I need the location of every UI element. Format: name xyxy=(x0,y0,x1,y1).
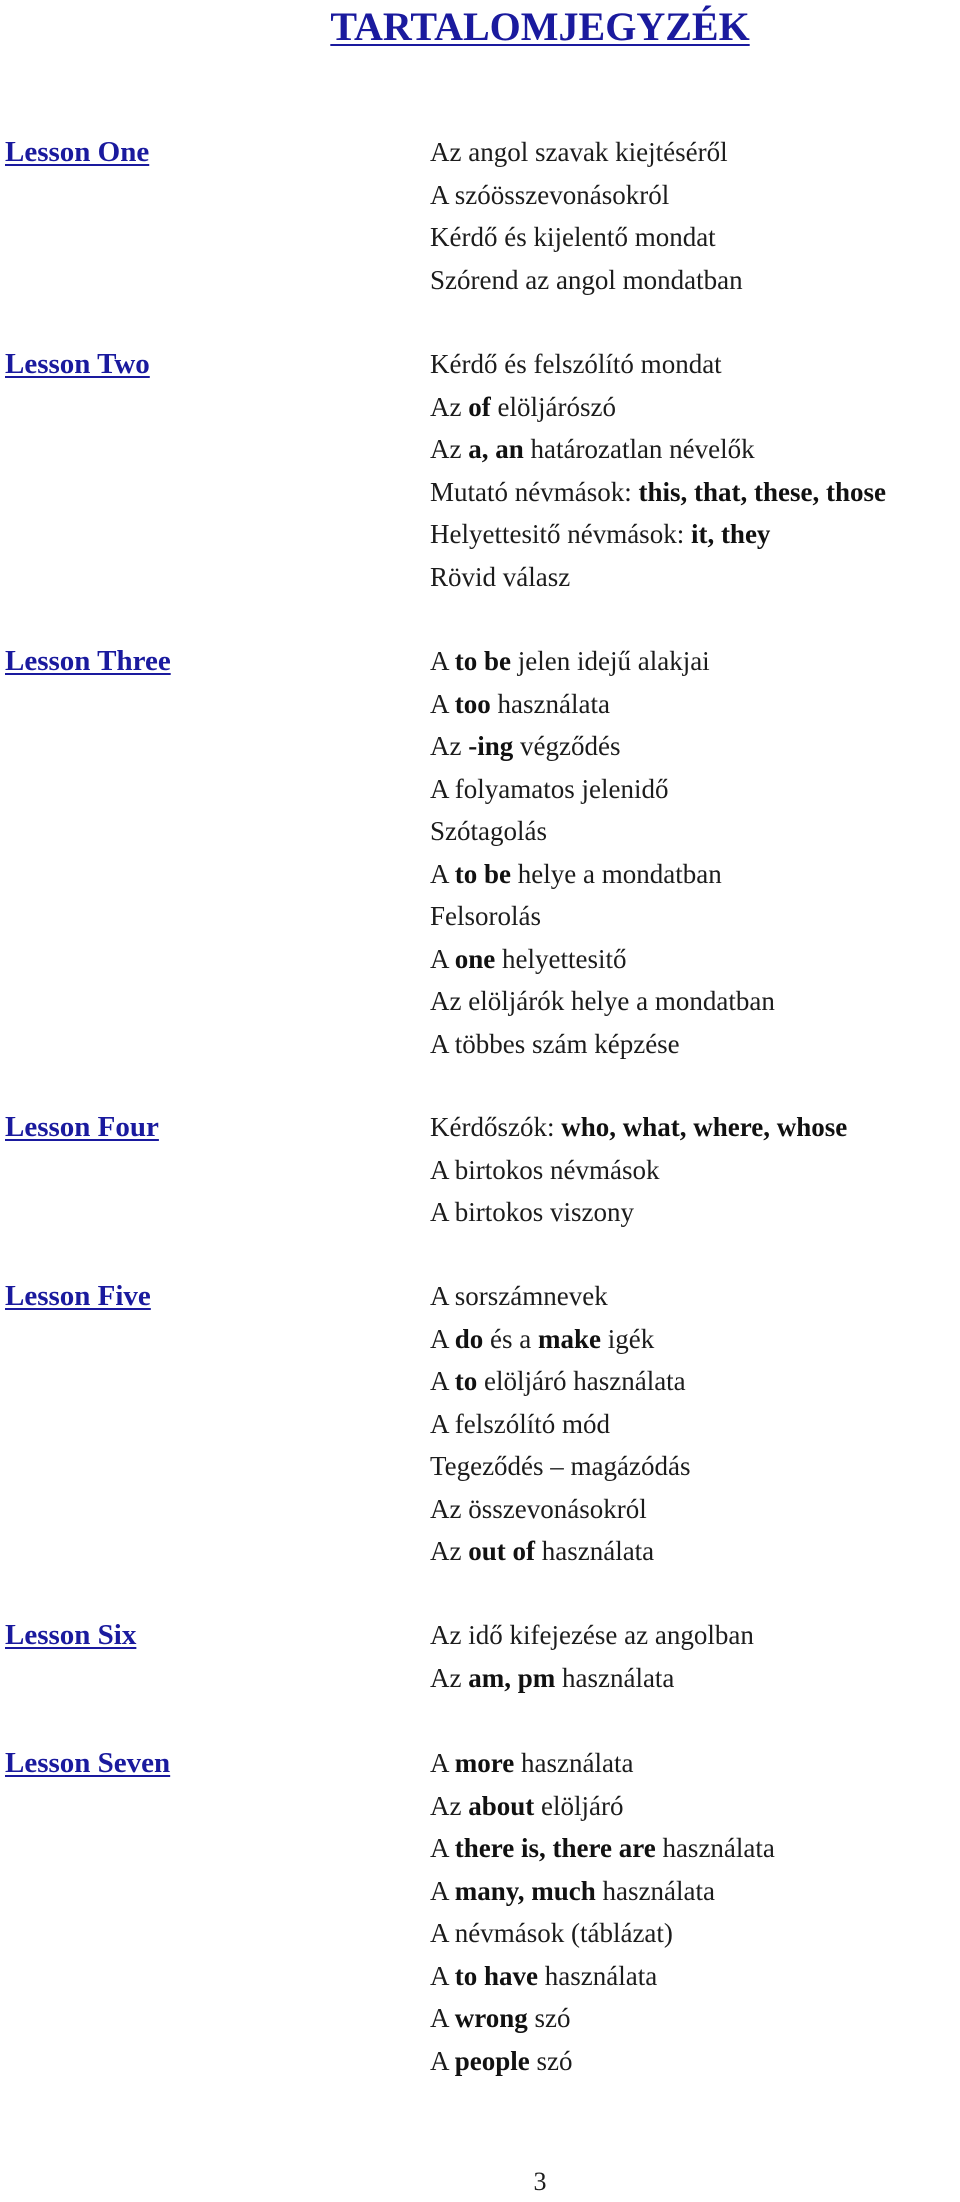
topic-item xyxy=(430,640,775,683)
topic-text: A birtokos névmások xyxy=(430,1154,660,1185)
topic-item xyxy=(430,174,743,217)
topic-text: elöljáró xyxy=(534,1790,624,1821)
topic-list xyxy=(430,131,743,301)
topic-item xyxy=(430,471,886,514)
topic-text: Mutató névmások: xyxy=(430,476,639,507)
topic-text: A birtokos viszony xyxy=(430,1197,635,1227)
topic-text: használata xyxy=(538,1960,658,1991)
topic-item xyxy=(430,810,775,853)
topic-item xyxy=(430,1530,691,1573)
topic-item xyxy=(430,513,886,556)
topic-text: jelen idejű alakjai xyxy=(511,646,710,676)
topic-item xyxy=(430,2040,775,2083)
topic-keyword: there is, there are xyxy=(454,1833,656,1863)
page-number: 3 xyxy=(533,2167,547,2196)
topic-item xyxy=(430,386,886,429)
topic-keyword: a, an xyxy=(468,434,524,464)
topic-text: Kérdő és kijelentő mondat xyxy=(430,222,716,252)
topic-text: Az xyxy=(430,391,469,422)
topic-item xyxy=(430,1023,775,1066)
topic-text: A xyxy=(430,1323,455,1354)
topic-list xyxy=(430,640,775,1065)
topic-item xyxy=(430,1403,691,1446)
topic-text: Az xyxy=(430,1790,469,1821)
topic-text: Szórend az angol mondatban xyxy=(430,264,743,295)
topic-item xyxy=(430,1870,775,1913)
topic-text: Kérdőszók: xyxy=(430,1112,562,1142)
topic-text: A xyxy=(430,646,455,676)
topic-text: A xyxy=(430,858,455,889)
topic-text: Helyettesitő névmások: xyxy=(430,519,691,549)
topic-item xyxy=(430,895,775,938)
topic-text: Szótagolás xyxy=(430,816,547,846)
topic-item xyxy=(430,1785,775,1828)
topic-item xyxy=(430,938,775,981)
topic-keyword: of xyxy=(468,391,491,422)
topic-text: Az xyxy=(430,434,469,464)
topic-item xyxy=(430,768,775,811)
topic-item xyxy=(430,259,743,302)
topic-text: használata xyxy=(655,1833,775,1863)
topic-text: A xyxy=(430,2003,455,2033)
topic-item xyxy=(430,1318,691,1361)
lesson-link[interactable]: Lesson Six xyxy=(5,1619,137,1651)
topic-text: Tegeződés – magázódás xyxy=(430,1451,691,1481)
topic-text: szó xyxy=(527,2003,571,2033)
topic-keyword: out of xyxy=(468,1536,535,1566)
topic-list xyxy=(430,1614,754,1699)
topic-item xyxy=(430,1955,775,1998)
topic-item xyxy=(430,725,775,768)
topic-keyword: to have xyxy=(454,1960,539,1991)
topic-item xyxy=(430,131,743,174)
topic-item xyxy=(430,1827,775,1870)
topic-item xyxy=(430,1149,847,1192)
topic-keyword: to be xyxy=(454,646,512,676)
topic-item xyxy=(430,683,775,726)
lesson-link[interactable]: Lesson Five xyxy=(5,1280,151,1312)
topic-item xyxy=(430,216,743,259)
topic-keyword: am, pm xyxy=(468,1662,556,1693)
topic-text: A névmások (táblázat) xyxy=(430,1918,673,1948)
topic-item xyxy=(430,1360,691,1403)
topic-text: határozatlan névelők xyxy=(523,434,755,464)
topic-text: Az angol szavak kiejtéséről xyxy=(430,137,728,167)
topic-keyword: who, what, where, whose xyxy=(561,1112,848,1142)
topic-text: A folyamatos jelenidő xyxy=(430,773,669,804)
topic-keyword: -ing xyxy=(468,731,514,761)
topic-keyword: it, they xyxy=(690,519,771,549)
topic-text: elöljáró használata xyxy=(477,1366,686,1396)
topic-text: Az idő kifejezése az angolban xyxy=(430,1620,754,1650)
topic-list xyxy=(430,1742,775,2082)
lesson-link[interactable]: Lesson Seven xyxy=(5,1747,171,1779)
topic-item xyxy=(430,1742,775,1785)
topic-item xyxy=(430,1997,775,2040)
topic-item xyxy=(430,556,886,599)
topic-list xyxy=(430,1275,691,1573)
topic-keyword: too xyxy=(454,688,491,719)
topic-text: A xyxy=(430,688,455,719)
topic-text: A sorszámnevek xyxy=(430,1281,608,1311)
page-title: TARTALOMJEGYZÉK xyxy=(330,4,750,49)
topic-keyword: make xyxy=(538,1323,602,1354)
topic-text: A xyxy=(430,943,455,974)
topic-text: használata xyxy=(514,1748,634,1778)
topic-text: végződés xyxy=(513,731,621,761)
topic-text: A felszólító mód xyxy=(430,1408,610,1439)
topic-keyword: to xyxy=(454,1366,478,1396)
topic-text: Az összevonásokról xyxy=(430,1493,647,1524)
topic-item xyxy=(430,1614,754,1657)
topic-text: Az xyxy=(430,1662,469,1693)
topic-text: és a xyxy=(483,1323,539,1354)
lesson-link[interactable]: Lesson One xyxy=(5,136,150,168)
topic-text: Az xyxy=(430,731,469,761)
lesson-link[interactable]: Lesson Four xyxy=(5,1111,159,1143)
topic-text: használata xyxy=(490,688,610,719)
topic-keyword: many, much xyxy=(454,1875,596,1906)
topic-item xyxy=(430,1488,691,1531)
topic-text: használata xyxy=(534,1536,655,1566)
lesson-link[interactable]: Lesson Two xyxy=(5,348,150,380)
topic-text: A xyxy=(430,2045,455,2076)
topic-text: igék xyxy=(601,1323,655,1354)
topic-item xyxy=(430,1445,691,1488)
topic-text: Felsorolás xyxy=(430,901,541,931)
topic-keyword: wrong xyxy=(454,2003,528,2033)
topic-text: A xyxy=(430,1366,455,1396)
topic-text: használata xyxy=(555,1662,675,1693)
topic-item xyxy=(430,1106,847,1149)
topic-text: A xyxy=(430,1875,455,1906)
topic-list xyxy=(430,1106,847,1234)
topic-text: Rövid válasz xyxy=(430,561,571,592)
topic-text: A szóösszevonásokról xyxy=(430,179,670,210)
topic-item xyxy=(430,1657,754,1700)
topic-item xyxy=(430,428,886,471)
topic-text: A xyxy=(430,1833,455,1863)
topic-keyword: more xyxy=(454,1748,515,1778)
topic-keyword: one xyxy=(454,943,496,974)
topic-keyword: this, that, these, those xyxy=(638,476,886,507)
topic-text: elöljárószó xyxy=(490,391,616,422)
topic-item xyxy=(430,1191,847,1234)
topic-keyword: people xyxy=(454,2045,530,2076)
topic-text: használata xyxy=(595,1875,715,1906)
topic-item xyxy=(430,980,775,1023)
topic-item xyxy=(430,1912,775,1955)
topic-text: szó xyxy=(529,2045,573,2076)
topic-keyword: to be xyxy=(454,858,512,889)
topic-text: Kérdő és felszólító mondat xyxy=(430,349,722,379)
topic-item xyxy=(430,853,775,896)
topic-keyword: about xyxy=(468,1790,535,1821)
topic-text: A többes szám képzése xyxy=(430,1028,680,1059)
topic-text: Az elöljárók helye a mondatban xyxy=(430,986,775,1016)
topic-list xyxy=(430,343,886,598)
topic-item xyxy=(430,1275,691,1318)
topic-text: Az xyxy=(430,1536,469,1566)
topic-item xyxy=(430,343,886,386)
topic-text: helye a mondatban xyxy=(511,858,722,889)
topic-text: helyettesitő xyxy=(495,943,627,974)
topic-keyword: do xyxy=(454,1323,484,1354)
lesson-link[interactable]: Lesson Three xyxy=(5,645,171,677)
topic-text: A xyxy=(430,1960,455,1991)
topic-text: A xyxy=(430,1748,455,1778)
